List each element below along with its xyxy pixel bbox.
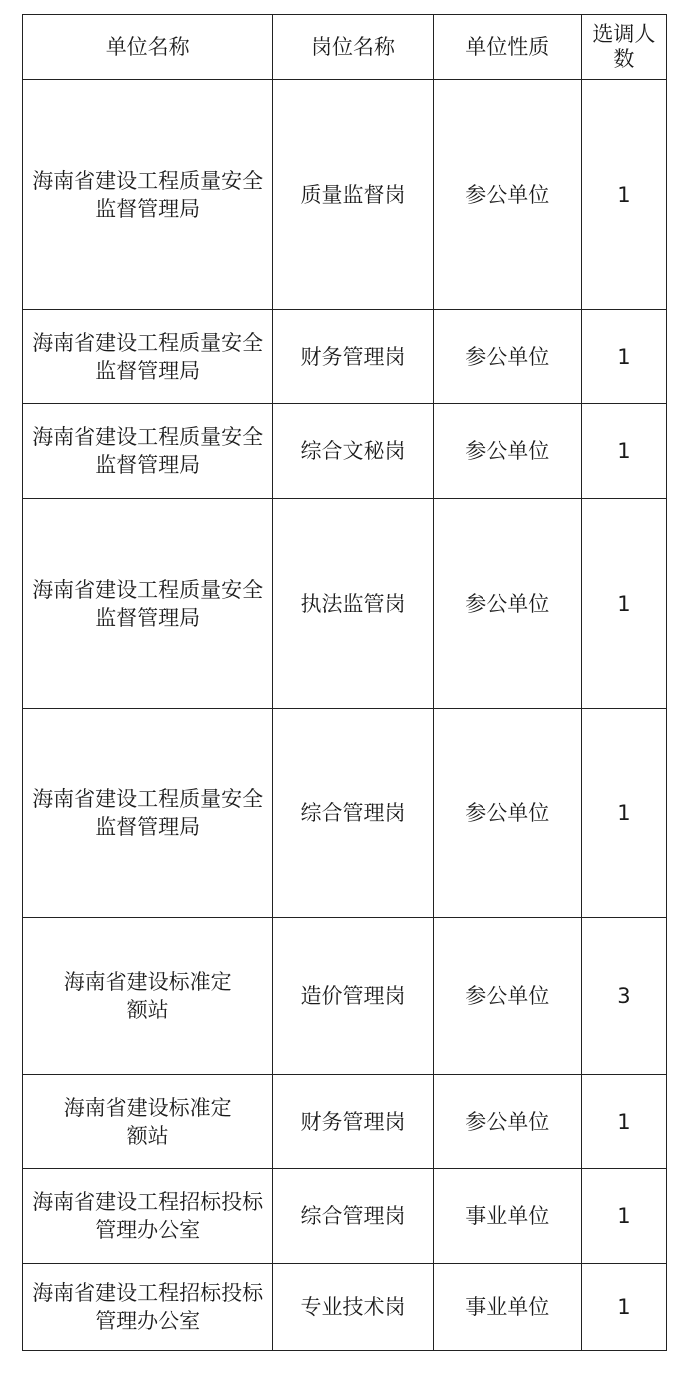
cell-nature: 参公单位 [433,918,581,1075]
cell-position: 质量监督岗 [273,80,433,310]
unit-name-text: 海南省建设工程质量安全监督管理局 [32,330,264,383]
cell-count: 1 [581,310,666,404]
cell-unit [23,310,273,404]
cell-unit [23,80,273,310]
cell-position: 综合管理岗 [273,1169,433,1264]
unit-name-text: 海南省建设工程质量安全监督管理局 [32,168,264,221]
header-count-label: 选调人数 [592,22,656,71]
cell-unit [23,499,273,709]
cell-unit [23,918,273,1075]
cell-position: 财务管理岗 [273,310,433,404]
table-row [23,1169,667,1264]
cell-nature: 事业单位 [433,1169,581,1264]
table-row [23,310,667,404]
cell-position: 专业技术岗 [273,1264,433,1351]
table-row [23,499,667,709]
cell-count: 3 [581,918,666,1075]
unit-name-text: 海南省建设标准定额站 [63,970,232,1022]
table-row [23,918,667,1075]
cell-nature: 参公单位 [433,310,581,404]
cell-nature: 参公单位 [433,404,581,499]
table-row [23,1075,667,1169]
cell-unit [23,1264,273,1351]
cell-position: 财务管理岗 [273,1075,433,1169]
cell-nature: 参公单位 [433,709,581,918]
cell-unit [23,1169,273,1264]
cell-count: 1 [581,1169,666,1264]
unit-name-text: 海南省建设工程招标投标管理办公室 [32,1190,264,1242]
unit-name-text: 海南省建设工程招标投标管理办公室 [32,1281,264,1333]
table-row [23,709,667,918]
cell-nature: 参公单位 [433,80,581,310]
cell-unit [23,1075,273,1169]
header-unit-nature: 单位性质 [433,15,581,80]
table-row [23,1264,667,1351]
cell-count: 1 [581,709,666,918]
cell-count: 1 [581,80,666,310]
recruitment-table [22,14,667,1351]
cell-nature: 事业单位 [433,1264,581,1351]
cell-count: 1 [581,1264,666,1351]
unit-name-text: 海南省建设工程质量安全监督管理局 [32,425,264,477]
cell-count: 1 [581,404,666,499]
table-header-row [23,15,667,80]
cell-nature: 参公单位 [433,499,581,709]
cell-count: 1 [581,1075,666,1169]
unit-name-text: 海南省建设工程质量安全监督管理局 [32,577,264,630]
cell-position: 综合管理岗 [273,709,433,918]
cell-position: 执法监管岗 [273,499,433,709]
table-row [23,404,667,499]
header-count [581,15,666,80]
cell-unit [23,709,273,918]
cell-count: 1 [581,499,666,709]
header-position-name: 岗位名称 [273,15,433,80]
cell-nature: 参公单位 [433,1075,581,1169]
cell-position: 综合文秘岗 [273,404,433,499]
cell-position: 造价管理岗 [273,918,433,1075]
header-unit-name: 单位名称 [23,15,273,80]
unit-name-text: 海南省建设工程质量安全监督管理局 [32,787,264,839]
unit-name-text: 海南省建设标准定额站 [63,1095,232,1148]
cell-unit [23,404,273,499]
table-row [23,80,667,310]
